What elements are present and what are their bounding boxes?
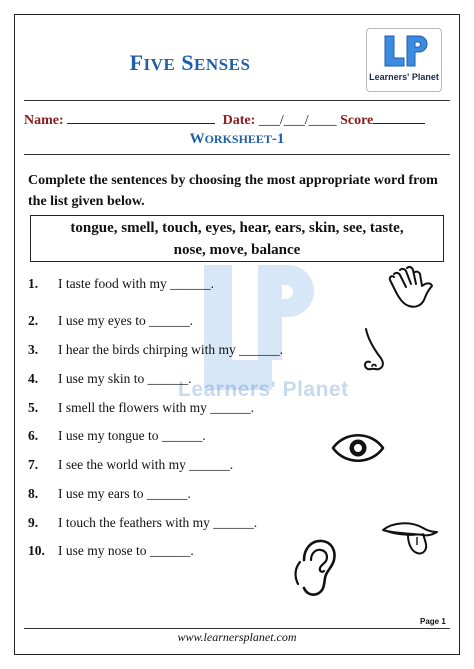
tongue-icon bbox=[380, 520, 440, 562]
name-label: Name: bbox=[24, 113, 64, 128]
eye-icon bbox=[330, 432, 386, 464]
name-field[interactable] bbox=[67, 112, 215, 124]
date-field[interactable]: ___/___/____ bbox=[258, 113, 337, 128]
logo-text: Learners' Planet bbox=[369, 72, 439, 82]
nose-icon bbox=[358, 326, 392, 374]
lp-logo-icon bbox=[379, 33, 431, 71]
student-info-row bbox=[24, 112, 450, 129]
page-title: FIVE SENSES bbox=[129, 50, 251, 75]
page-number: Page 1 bbox=[420, 617, 446, 626]
instructions: Complete the sentences by choosing the most appropriate word from the list given below. bbox=[28, 173, 438, 209]
score-label: Score bbox=[340, 113, 374, 128]
learners-planet-logo bbox=[366, 28, 442, 92]
worksheet-heading: WORKSHEET-1 bbox=[189, 131, 285, 147]
header-divider bbox=[24, 100, 450, 101]
watermark-text: Learners' Planet bbox=[178, 378, 349, 401]
hand-icon bbox=[386, 262, 438, 310]
word-bank-line-2: nose, move, balance bbox=[173, 242, 301, 258]
section-divider bbox=[24, 154, 450, 155]
footer-url[interactable]: www.learnersplanet.com bbox=[177, 630, 297, 644]
footer-divider bbox=[24, 628, 450, 629]
ear-icon bbox=[292, 538, 338, 600]
word-bank-line-1: tongue, smell, touch, eyes, hear, ears, skin, see, taste, bbox=[70, 220, 404, 236]
score-field[interactable] bbox=[373, 112, 425, 124]
date-label: Date: bbox=[222, 113, 256, 128]
